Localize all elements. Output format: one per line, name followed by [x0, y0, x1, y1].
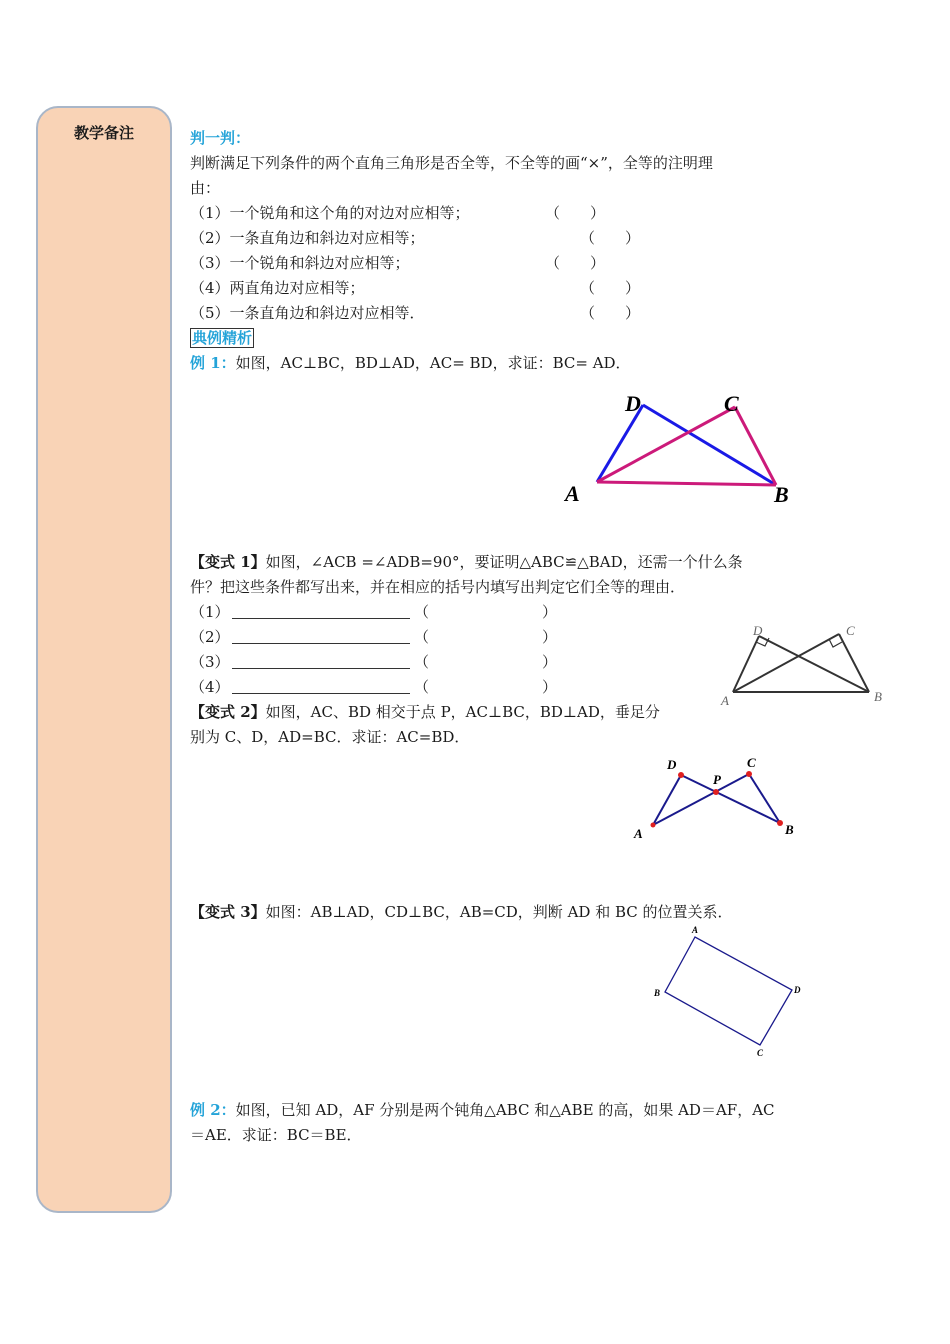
- example-1: [190, 351, 631, 376]
- vertex-label-B: B: [654, 988, 661, 998]
- variant-1-item-num: （4）: [190, 678, 230, 696]
- segment-AC: [733, 634, 839, 692]
- vertex-label-D: D: [625, 391, 641, 416]
- reason-paren-right-1: ）: [542, 603, 558, 621]
- reason-paren-right-3: ）: [542, 653, 558, 671]
- judge-intro-line1: 判断满足下列条件的两个直角三角形是否全等，不全等的画“×”，全等的注明理: [190, 154, 713, 172]
- variant-2-line2: 别为 C、D，AD=BC．求证：AC=BD．: [190, 728, 470, 746]
- reason-paren-right-2: ）: [542, 628, 558, 646]
- vertex-label-B: B: [774, 482, 789, 507]
- judge-answer-paren-4: （ ）: [580, 279, 641, 297]
- variant-3-label: 【变式 3】: [190, 903, 266, 921]
- variant-3-text: 如图：AB⊥AD，CD⊥BC，AB=CD，判断 AD 和 BC 的位置关系．: [265, 903, 733, 921]
- answer-blank-3[interactable]: [232, 652, 410, 669]
- vertex-label-A: A: [721, 693, 729, 708]
- reason-paren-left-4: （: [414, 678, 430, 696]
- vertex-label-D: D: [753, 623, 763, 638]
- point-D: [678, 772, 684, 778]
- reason-paren-right-4: ）: [542, 678, 558, 696]
- judge-heading: 判一判：: [190, 129, 251, 147]
- quadrilateral-ABCD: [665, 937, 792, 1045]
- examples-heading: [190, 326, 254, 351]
- sidebar-title: 教学备注: [73, 124, 134, 142]
- segment-AD: [733, 636, 759, 692]
- answer-blank-1[interactable]: [232, 602, 410, 619]
- variant-1-text: 如图，∠ACB =∠ADB=90°，要证明△ABC≌△BAD，还需一个什么条: [265, 553, 743, 571]
- segment-DB: [759, 636, 869, 692]
- example-2-line1: [190, 1098, 775, 1123]
- vertex-label-A: A: [634, 826, 643, 841]
- variant-1-item-num: （1）: [190, 603, 230, 621]
- vertex-label-C: C: [724, 391, 739, 416]
- vertex-label-B: B: [785, 822, 794, 837]
- point-C: [746, 771, 752, 777]
- examples-heading-box: 典例精析: [192, 329, 253, 347]
- variant-3-figure: [650, 922, 810, 1062]
- vertex-label-C: C: [846, 623, 855, 638]
- judge-intro-line2: 由：: [190, 179, 221, 197]
- reason-paren-left-1: （: [414, 603, 430, 621]
- variant-2-label: 【变式 2】: [190, 703, 266, 721]
- vertex-label-A: A: [692, 925, 699, 935]
- example-2-label: 例 2：: [190, 1101, 236, 1119]
- point-P: [713, 789, 719, 795]
- answer-blank-4[interactable]: [232, 677, 410, 694]
- segment-AB: [597, 482, 776, 485]
- variant-1-item-2: [190, 625, 410, 650]
- vertex-label-D: D: [794, 985, 801, 995]
- vertex-label-C: C: [747, 755, 756, 770]
- example-1-figure: [555, 385, 805, 515]
- variant-2-text: 如图，AC、BD 相交于点 P，AC⊥BC，BD⊥AD，垂足分: [265, 703, 660, 721]
- vertex-label-P: P: [713, 772, 721, 787]
- variant-1-line1: [190, 550, 743, 575]
- reason-paren-left-2: （: [414, 628, 430, 646]
- variant-2-line1: [190, 700, 660, 725]
- judge-item-2: （2）一条直角边和斜边对应相等；: [190, 229, 425, 247]
- variant-1-item-4: [190, 675, 410, 700]
- variant-1-item-3: [190, 650, 410, 675]
- vertex-label-D: D: [667, 757, 677, 772]
- example-1-text: 如图，AC⊥BC，BD⊥AD，AC= BD，求证：BC= AD．: [235, 354, 631, 372]
- judge-item-4: （4）两直角边对应相等；: [190, 279, 365, 297]
- variant-1-label: 【变式 1】: [190, 553, 266, 571]
- judge-item-3: （3）一个锐角和斜边对应相等；: [190, 254, 410, 272]
- variant-2-figure: [625, 752, 805, 847]
- answer-blank-2[interactable]: [232, 627, 410, 644]
- vertex-label-C: C: [757, 1048, 764, 1058]
- point-B: [777, 820, 783, 826]
- variant-1-item-1: [190, 600, 410, 625]
- vertex-label-A: A: [565, 481, 580, 506]
- variant-1-item-num: （3）: [190, 653, 230, 671]
- judge-item-1: （1）一个锐角和这个角的对边对应相等；: [190, 204, 470, 222]
- judge-answer-paren-5: （ ）: [580, 304, 641, 322]
- right-angle-mark-C: [829, 639, 842, 647]
- variant-1-figure: [715, 615, 895, 710]
- variant-1-item-num: （2）: [190, 628, 230, 646]
- example-2-text: 如图，已知 AD，AF 分别是两个钝角△ABC 和△ABE 的高，如果 AD＝AF，AC: [235, 1101, 775, 1119]
- example-1-label: 例 1：: [190, 354, 236, 372]
- judge-answer-paren-2: （ ）: [580, 229, 641, 247]
- teaching-notes-sidebar: [36, 106, 172, 1213]
- judge-answer-paren-1: （ ）: [545, 204, 606, 222]
- reason-paren-left-3: （: [414, 653, 430, 671]
- judge-item-5: （5）一条直角边和斜边对应相等．: [190, 304, 425, 322]
- vertex-label-B: B: [874, 689, 882, 704]
- variant-1-line2: 件？把这些条件都写出来，并在相应的括号内填写出判定它们全等的理由．: [190, 578, 686, 596]
- judge-answer-paren-3: （ ）: [545, 254, 606, 272]
- example-2-line2: ＝AE．求证：BC＝BE．: [190, 1126, 362, 1144]
- point-A: [651, 823, 656, 828]
